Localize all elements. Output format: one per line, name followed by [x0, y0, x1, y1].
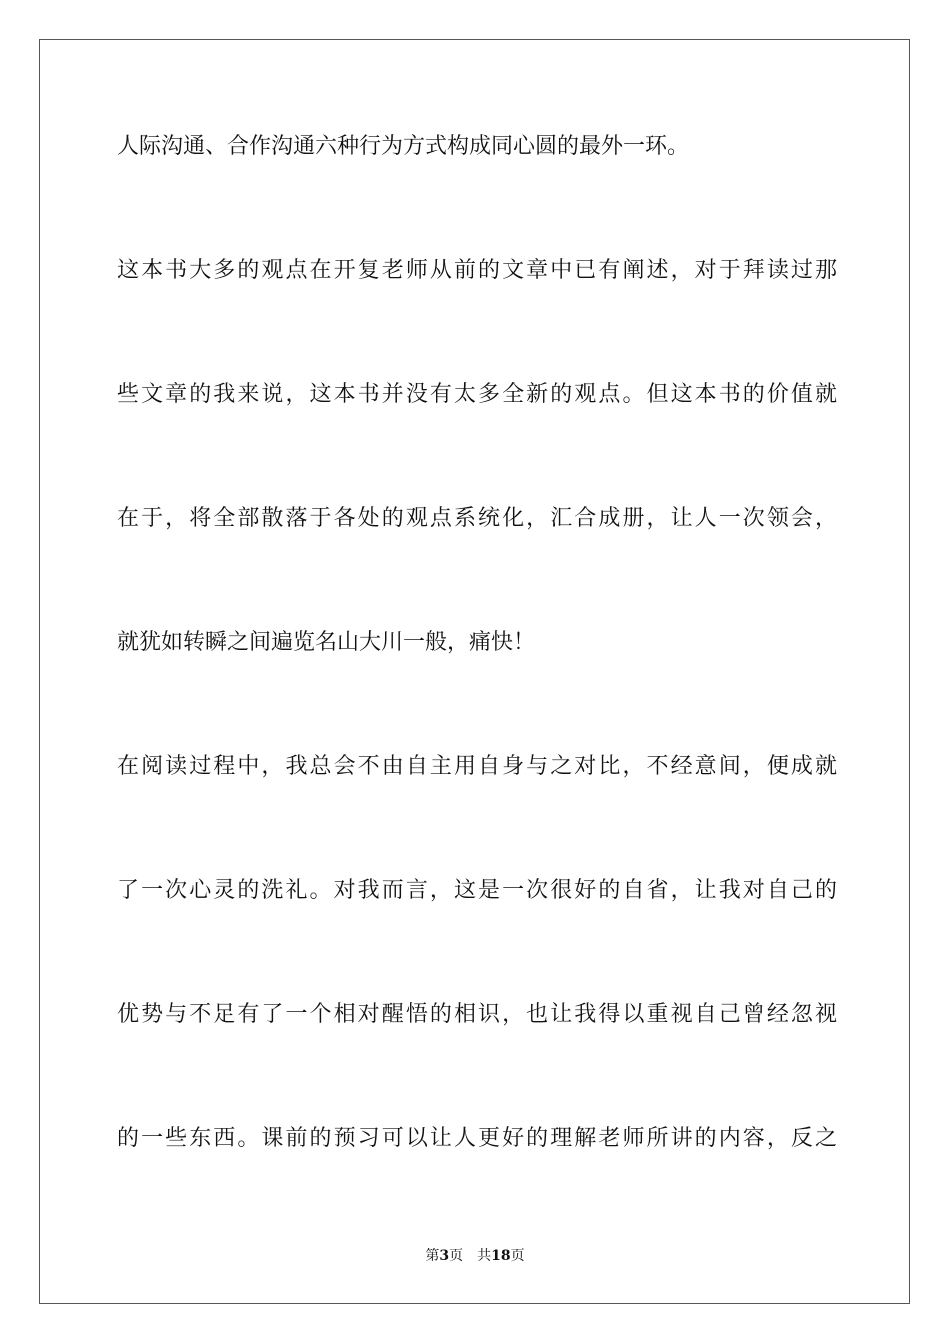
text-line: 些文章的我来说，这本书并没有太多全新的观点。但这本书的价值就 [117, 382, 837, 407]
text-line: 优势与不足有了一个相对醒悟的相识，也让我得以重视自己曾经忽视 [117, 1002, 837, 1027]
page-number: 3 [439, 1248, 450, 1264]
text-line: 在阅读过程中，我总会不由自主用自身与之对比，不经意间，便成就 [117, 754, 837, 779]
total-pages: 18 [491, 1248, 511, 1264]
total-suffix: 页 [510, 1248, 525, 1264]
total-prefix: 共 [477, 1248, 492, 1264]
text-line: 的一些东西。课前的预习可以让人更好的理解老师所讲的内容，反之 [117, 1126, 837, 1151]
body-text [117, 131, 837, 1247]
text-line: 这本书大多的观点在开复老师从前的文章中已有阐述，对于拜读过那 [117, 258, 837, 283]
text-line: 在于，将全部散落于各处的观点系统化，汇合成册，让人一次领会， [117, 506, 837, 531]
text-line: 了一次心灵的洗礼。对我而言，这是一次很好的自省，让我对自己的 [117, 878, 837, 903]
page-footer [0, 1246, 950, 1266]
page-prefix: 第 [425, 1248, 440, 1264]
text-line: 就犹如转瞬之间遍览名山大川一般，痛快！ [117, 630, 536, 655]
text-line: 人际沟通、合作沟通六种行为方式构成同心圆的最外一环。 [117, 134, 690, 159]
page-suffix: 页 [449, 1248, 464, 1264]
